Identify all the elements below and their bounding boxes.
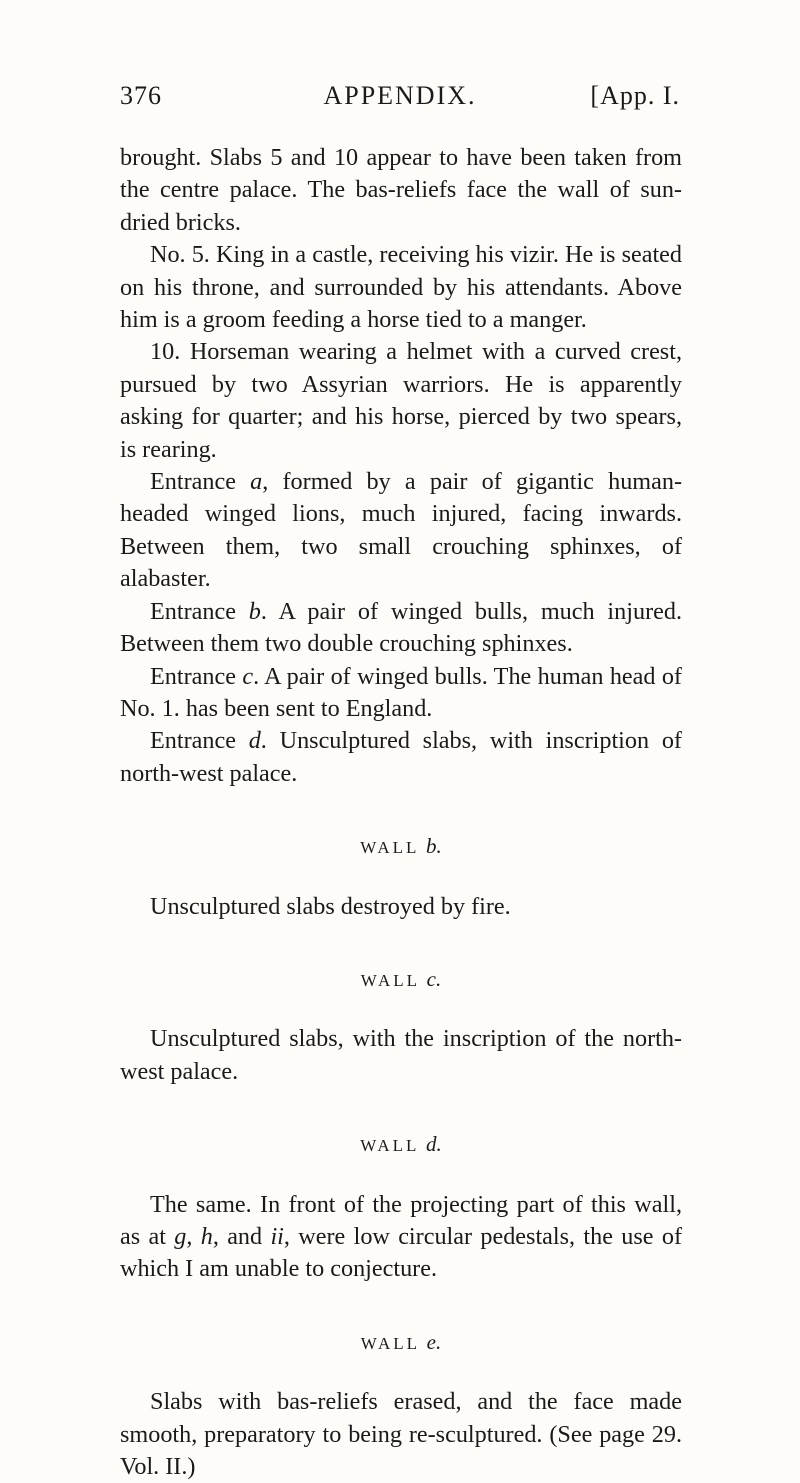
entrance-letter: d — [248, 727, 261, 755]
entrance-text: . A pair of winged bulls, much injured. Between them two double crouching sphinxes. — [120, 597, 682, 658]
paragraph-entrance-d — [120, 725, 682, 790]
paragraph-entrance-b — [120, 596, 682, 661]
entrance-label: Entrance — [150, 597, 249, 625]
section-heading-wall-c: WALL c. — [360, 966, 442, 991]
entrance-text: . Unsculptured slabs, with inscription of north-west palace. — [120, 727, 682, 787]
paragraph-wall-c: Unsculptured slabs, with the inscription of the north-west palace. — [120, 1025, 682, 1085]
entrance-label: Entrance — [150, 727, 249, 755]
running-title: APPENDIX. — [323, 81, 477, 110]
entrance-label: Entrance — [150, 662, 243, 690]
paragraph-wall-d: The same. In front of the projecting part of this wall, as at g, h, and ii, were low circular pedestals, the use of which I am unable to conjecture. — [120, 1190, 682, 1283]
entrance-label: Entrance — [150, 468, 251, 496]
running-head — [120, 76, 680, 116]
paragraph-slab-5: No. 5. King in a castle, receiving his vizir. He is seated on his throne, and surrounded by his attendants. Above him is a groom feeding a horse tied to a manger. — [120, 241, 682, 334]
section-marker: [App. I. — [590, 81, 680, 110]
entrance-letter: b — [248, 597, 261, 625]
section-heading-wall-e: WALL e. — [360, 1329, 442, 1354]
page-body — [120, 142, 682, 1483]
page-number: 376 — [120, 81, 162, 110]
paragraph-entrance-c — [120, 661, 682, 726]
paragraph-wall-e: Slabs with bas-reliefs erased, and the face made smooth, preparatory to being re-sculptured. (See page 29. Vol. II.) — [120, 1388, 682, 1480]
entrance-text: . A pair of winged bulls. The human head of No. 1. has been sent to England. — [120, 662, 682, 722]
entrance-text: , formed by a pair of gigantic human-headed winged lions, much injured, facing inwards. Between them, two small crouching sphinxes, of alabaster. — [120, 468, 682, 593]
entrance-letter: a — [250, 468, 263, 496]
paragraph-slab-10: 10. Horseman wearing a helmet with a curved crest, pursued by two Assyrian warriors. He is apparently asking for quarter; and his horse, pierced by two spears, is rearing. — [120, 338, 682, 463]
paragraph-entrance-a — [120, 466, 682, 596]
paragraph-continued: brought. Slabs 5 and 10 appear to have been taken from the centre palace. The bas-reliefs face the wall of sun-dried bricks. — [120, 144, 682, 236]
section-heading-wall-b: WALL b. — [360, 834, 442, 859]
section-heading-wall-d: WALL d. — [360, 1132, 442, 1157]
paragraph-wall-b: Unsculptured slabs destroyed by fire. — [150, 892, 511, 920]
entrance-letter: c — [242, 662, 254, 690]
